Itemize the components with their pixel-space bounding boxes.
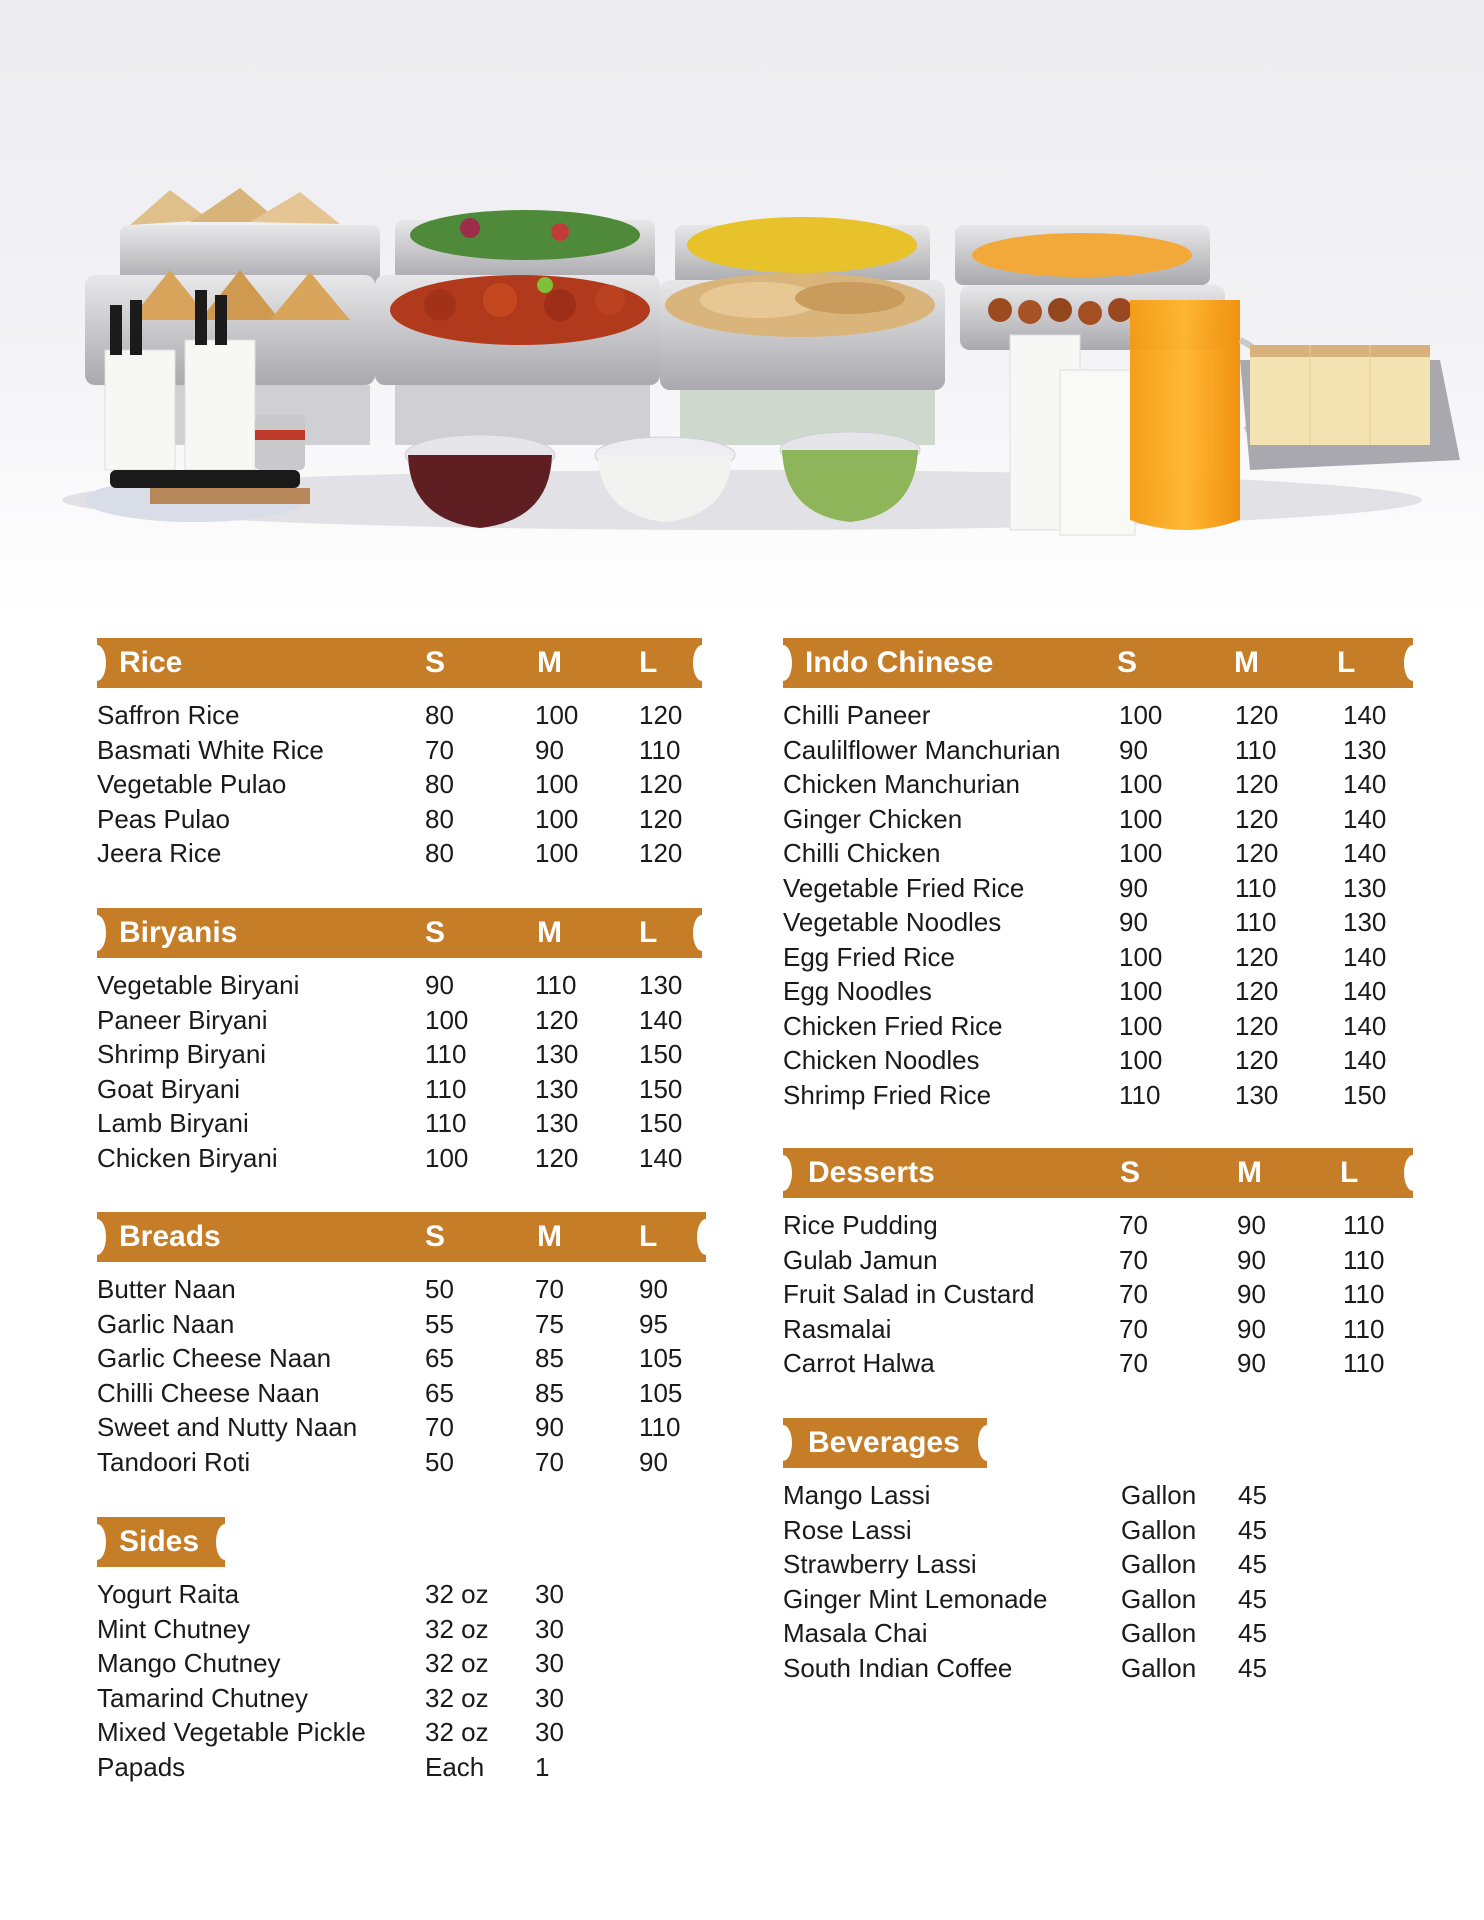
menu-row: Garlic Cheese Naan 65 85 105 [97, 1343, 683, 1373]
menu-row: Chilli Chicken 100 120 140 [783, 838, 1387, 868]
col-header-l: L [639, 916, 658, 949]
menu-row: Vegetable Biryani 90 110 130 [97, 970, 683, 1000]
section-title: Indo Chinese [805, 646, 994, 679]
tray-rice-naan [660, 217, 945, 445]
menu-row: Rice Pudding 70 90 110 [783, 1210, 1385, 1240]
col-header-m: M [537, 1220, 562, 1253]
col-header-m: M [537, 646, 562, 679]
menu-row: Paneer Biryani 100 120 140 [97, 1004, 683, 1035]
section-header-indo-chinese [783, 638, 1413, 688]
section-biryanis [97, 908, 702, 1175]
col-header-l: L [1340, 1156, 1359, 1189]
menu-row: Lamb Biryani 110 130 150 [97, 1108, 683, 1138]
item-list [783, 1478, 1413, 1685]
menu-row: Chicken Noodles 100 120 140 [783, 1045, 1387, 1075]
item-list [783, 1208, 1413, 1381]
menu-row: Gulab Jamun 70 90 110 [783, 1244, 1385, 1275]
menu-row: Tandoori Roti 50 70 90 [97, 1446, 668, 1477]
col-header-s: S [1117, 646, 1138, 679]
menu-row: South Indian Coffee Gallon 45 [783, 1652, 1267, 1683]
section-breads [97, 1212, 706, 1479]
col-header-l: L [1337, 646, 1356, 679]
tray-chicken [375, 210, 660, 445]
menu-row: Egg Noodles 100 120 140 [783, 976, 1387, 1006]
item-list [97, 968, 702, 1175]
section-title: Desserts [808, 1156, 935, 1189]
item-list [783, 698, 1413, 1112]
menu-row: Mixed Vegetable Pickle 32 oz 30 [97, 1717, 564, 1747]
menu-row: Vegetable Fried Rice 90 110 130 [783, 872, 1387, 903]
section-rice [97, 638, 702, 871]
menu-row: Vegetable Pulao 80 100 120 [97, 769, 683, 799]
col-header-s: S [425, 646, 446, 679]
section-beverages [783, 1418, 1413, 1685]
menu-row: Saffron Rice 80 100 120 [97, 700, 683, 730]
section-indo-chinese [783, 638, 1413, 1112]
col-header-l: L [639, 646, 658, 679]
section-title: Biryanis [119, 916, 238, 949]
menu-row: Tamarind Chutney 32 oz 30 [97, 1682, 564, 1713]
section-title: Beverages [808, 1426, 960, 1459]
menu-row: Jeera Rice 80 100 120 [97, 838, 683, 868]
col-header-s: S [425, 916, 446, 949]
menu-row: Chicken Manchurian 100 120 140 [783, 769, 1387, 799]
menu-row: Caulilflower Manchurian 90 110 130 [783, 734, 1387, 765]
col-header-m: M [1234, 646, 1259, 679]
item-list [97, 698, 702, 871]
menu-row: Garlic Naan 55 75 95 [97, 1308, 668, 1339]
section-header-rice [97, 638, 702, 688]
col-header-m: M [1237, 1156, 1262, 1189]
menu-row: Egg Fried Rice 100 120 140 [783, 941, 1387, 972]
menu-row: Ginger Chicken 100 120 140 [783, 803, 1387, 834]
section-header-desserts [783, 1148, 1413, 1198]
section-sides [97, 1517, 707, 1784]
menu-row: Mint Chutney 32 oz 30 [97, 1613, 564, 1644]
item-list [97, 1272, 706, 1479]
menu-row: Goat Biryani 110 130 150 [97, 1073, 683, 1104]
menu-row: Rose Lassi Gallon 45 [783, 1514, 1267, 1545]
col-header-m: M [537, 916, 562, 949]
menu-row: Basmati White Rice 70 90 110 [97, 734, 681, 765]
menu-row: Carrot Halwa 70 90 110 [783, 1348, 1385, 1378]
section-header-sides [97, 1517, 225, 1567]
menu-row: Strawberry Lassi Gallon 45 [783, 1549, 1267, 1579]
col-header-s: S [425, 1220, 446, 1253]
section-header-beverages [783, 1418, 987, 1468]
menu-row: Mango Lassi Gallon 45 [783, 1480, 1267, 1510]
section-title: Breads [119, 1220, 221, 1253]
section-header-biryanis [97, 908, 702, 958]
menu-row: Chicken Biryani 100 120 140 [97, 1142, 683, 1173]
menu-row: Rasmalai 70 90 110 [783, 1313, 1385, 1344]
menu-row: Mango Chutney 32 oz 30 [97, 1648, 564, 1678]
menu-row: Chilli Paneer 100 120 140 [783, 700, 1387, 730]
menu-row: Peas Pulao 80 100 120 [97, 803, 683, 834]
section-header-breads [97, 1212, 706, 1262]
menu-row: Fruit Salad in Custard 70 90 110 [783, 1279, 1385, 1309]
item-list [97, 1577, 707, 1784]
sauce-bowls [405, 432, 920, 528]
menu-row: Chilli Cheese Naan 65 85 105 [97, 1377, 683, 1408]
buffet-illustration [0, 0, 1484, 615]
menu-row: Shrimp Fried Rice 110 130 150 [783, 1079, 1387, 1110]
col-header-l: L [639, 1220, 658, 1253]
menu-row: Vegetable Noodles 90 110 130 [783, 907, 1387, 937]
menu-row: Sweet and Nutty Naan 70 90 110 [97, 1412, 681, 1442]
hero-photo [0, 0, 1484, 615]
menu-row: Ginger Mint Lemonade Gallon 45 [783, 1583, 1267, 1614]
section-title: Sides [119, 1525, 200, 1558]
menu-row: Yogurt Raita 32 oz 30 [97, 1579, 564, 1609]
menu-row: Shrimp Biryani 110 130 150 [97, 1039, 683, 1069]
menu-row: Papads Each 1 [97, 1751, 550, 1782]
menu-row: Chicken Fried Rice 100 120 140 [783, 1010, 1387, 1041]
menu-row: Butter Naan 50 70 90 [97, 1274, 668, 1304]
menu-row: Masala Chai Gallon 45 [783, 1618, 1267, 1648]
col-header-s: S [1120, 1156, 1141, 1189]
section-title: Rice [119, 646, 183, 679]
section-desserts [783, 1148, 1413, 1381]
